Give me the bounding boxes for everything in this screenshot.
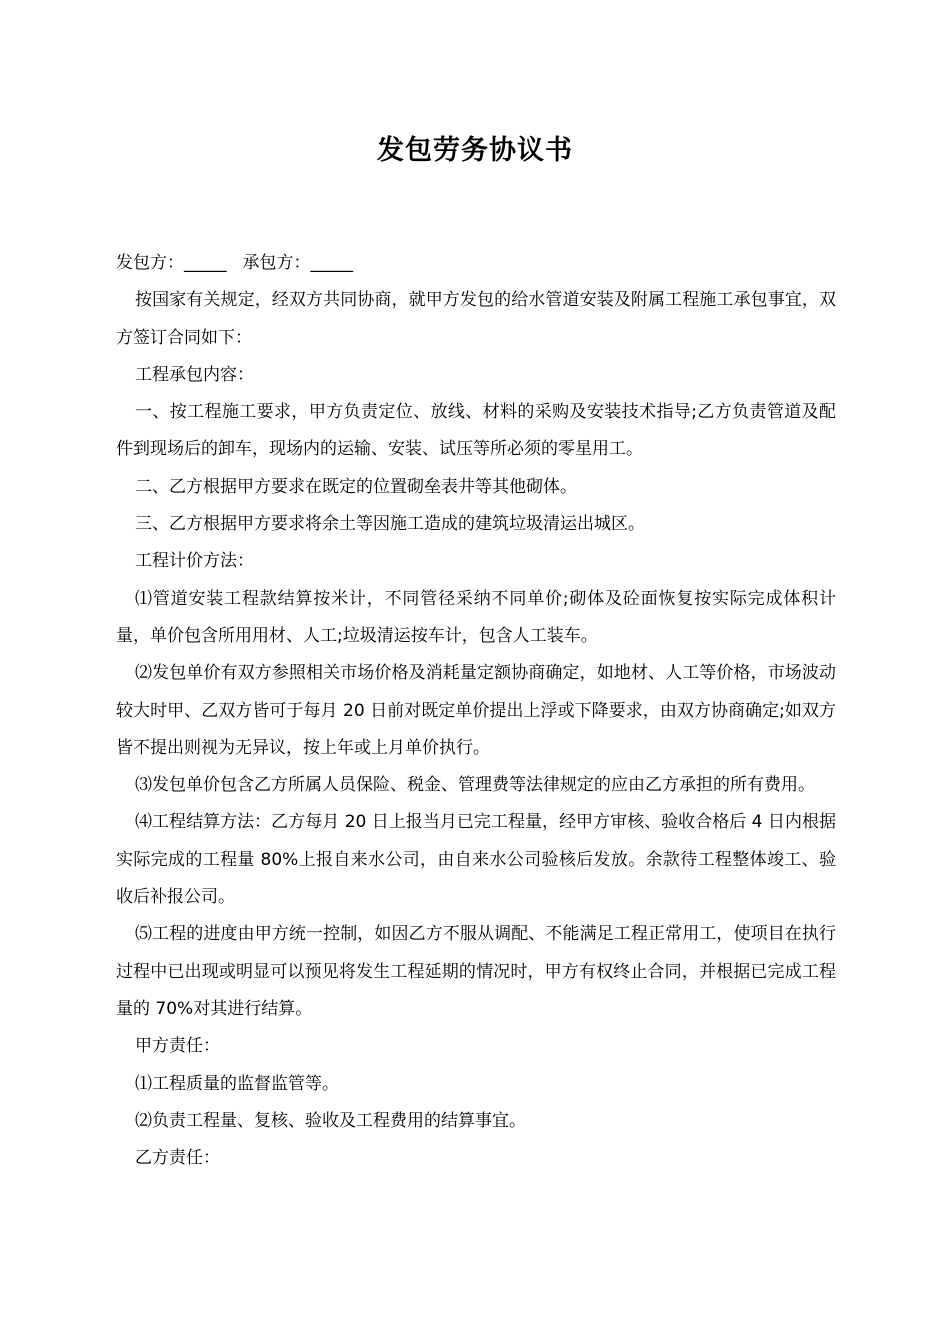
contractor-label: 承包方：_____ bbox=[242, 253, 353, 273]
pricing-item-1: ⑴管道安装工程款结算按米计，不同管径采纳不同单价;砌体及砼面恢复按实际完成体积计量，单价包含所用用材、人工;垃圾清运按车计，包含人工装车。 bbox=[116, 588, 836, 646]
scope-item-3: 三、乙方根据甲方要求将余土等因施工造成的建筑垃圾清运出城区。 bbox=[135, 514, 645, 535]
party-a-item-2: ⑵负责工程量、复核、验收及工程费用的结算事宜。 bbox=[135, 1110, 526, 1131]
section-heading-scope: 工程承包内容： bbox=[135, 364, 254, 385]
scope-item-1: 一、按工程施工要求，甲方负责定位、放线、材料的采购及安装技术指导;乙方负责管道及配件到现场后的卸车，现场内的运输、安装、试压等所必须的零星用工。 bbox=[116, 402, 836, 460]
pricing-item-2: ⑵发包单价有双方参照相关市场价格及消耗量定额协商确定，如地材、人工等价格，市场波动较大时甲、乙双方皆可于每月 20 日前对既定单价提出上浮或下降要求，由双方协商确定;如双方皆不提出则视为无异议，按上年或上月单价执行。 bbox=[116, 663, 836, 758]
section-heading-pricing: 工程计价方法： bbox=[135, 551, 254, 572]
employer-label: 发包方：_____ bbox=[116, 253, 227, 273]
document-body bbox=[116, 245, 836, 1177]
pricing-item-5: ⑸工程的进度由甲方统一控制，如因乙方不服从调配、不能满足工程正常用工，使项目在执行过程中已出现或明显可以预见将发生工程延期的情况时，甲方有权终止合同，并根据已完成工程量的 70%对其进行结算。 bbox=[116, 924, 836, 1019]
scope-item-2: 二、乙方根据甲方要求在既定的位置砌垒表井等其他砌体。 bbox=[135, 476, 577, 497]
section-heading-party-b: 乙方责任： bbox=[135, 1148, 220, 1169]
intro-paragraph: 按国家有关规定，经双方共同协商，就甲方发包的给水管道安装及附属工程施工承包事宜，双方签订合同如下： bbox=[116, 290, 836, 348]
party-a-item-1: ⑴工程质量的监督监管等。 bbox=[135, 1073, 339, 1094]
pricing-item-3: ⑶发包单价包含乙方所属人员保险、税金、管理费等法律规定的应由乙方承担的所有费用。 bbox=[135, 775, 815, 796]
section-heading-party-a: 甲方责任： bbox=[135, 1036, 220, 1057]
parties-line bbox=[116, 245, 836, 282]
pricing-item-4: ⑷工程结算方法：乙方每月 20 日上报当月已完工程量，经甲方审核、验收合格后 4 日内根据实际完成的工程量 80%上报自来水公司，由自来水公司验核后发放。余款待工程整体竣工、验收后补报公司。 bbox=[116, 812, 836, 908]
document-title: 发包劳务协议书 bbox=[377, 135, 573, 166]
